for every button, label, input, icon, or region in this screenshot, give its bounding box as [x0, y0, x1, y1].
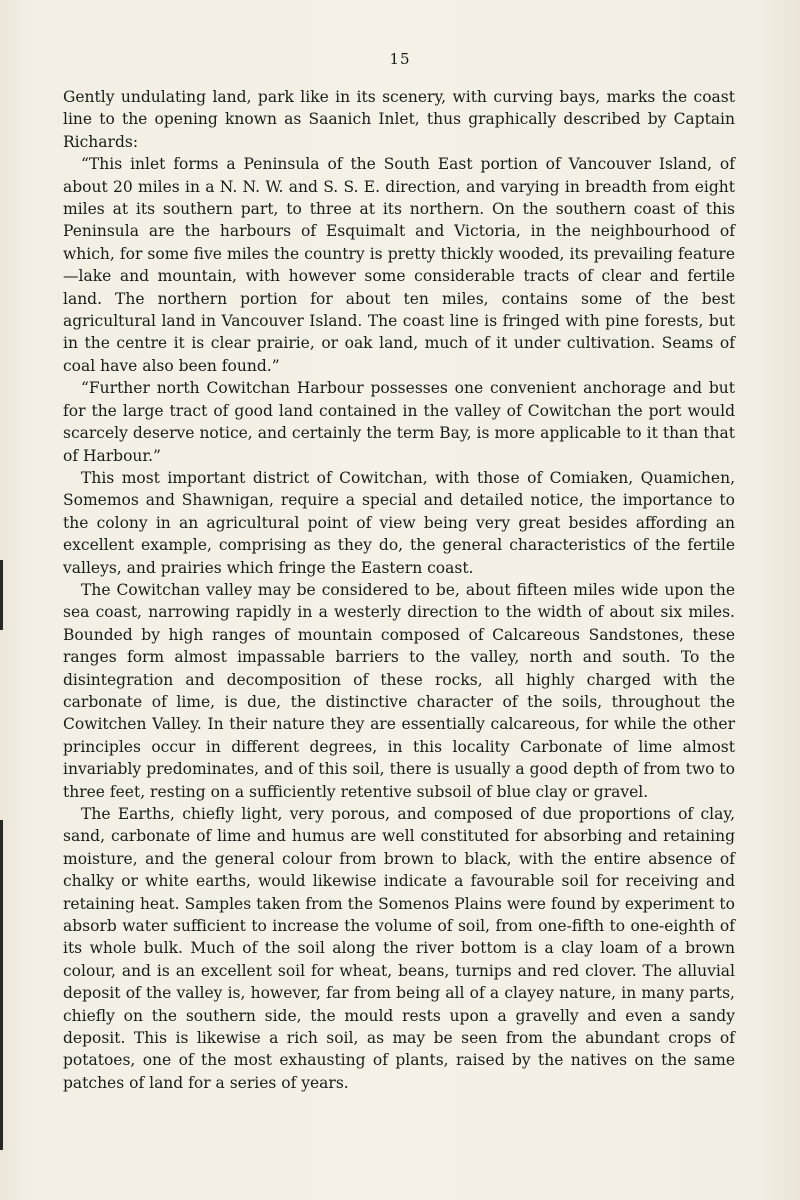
paragraph: Gently undulating land, park like in its scenery, with curving bays, marks the coast line to the opening known as Saanich Inlet, thus graphically described by Captain Richards:: [63, 88, 735, 151]
paragraph: This most important district of Cowitchan, with those of Comiaken, Quamichen, Somemos and Shawnigan, require a special and detailed notice, the importance to the colony in an agricultural point of view being very great besides affording an excellent example, comprising as they do, the general characteristics of the fertile valleys, and prairies which fringe the Eastern coast.: [63, 468, 735, 577]
paragraph: The Earths, chiefly light, very porous, and composed of due proportions of clay, sand, carbonate of lime and humus are well constituted for absorbing and retaining moisture, and the general colour from brown to black, with the entire absence of chalky or white earths, would likewise indicate a favourable soil for receiving and retaining heat. Samples taken from the Somenos Plains were found by experiment to absorb water sufficient to increase the volume of soil, from one-fifth to one-eighth of its whole bulk. Much of the soil along the river bottom is a clay loam of a brown colour, and is an excellent soil for wheat, beans, turnips and red clover. The alluvial deposit of the valley is, however, far from being all of a clayey nature, in many parts, chiefly on the southern side, the mould rests upon a gravelly and even a sandy deposit. This is likewise a rich soil, as may be seen from the abundant crops of potatoes, one of the most exhausting of plants, raised by the natives on the same patches of land for a series of years.: [63, 805, 735, 1092]
quoted-paragraph: “This inlet forms a Peninsula of the South East portion of Vancouver Island, of about 20 miles in a N. N. W. and S. S. E. direction, and varying in breadth from eight miles at its southern part, to three at its northern. On the southern coast of this Peninsula are the harbours of Esquimalt and Victoria, in the neighbourhood of which, for some five miles the country is pretty thickly wooded, its prevailing feature—lake and mountain, with however some considerable tracts of clear and fertile land. The northern portion for about ten miles, contains some of the best agricultural land in Vancouver Island. The coast line is fringed with pine forests, but in the centre it is clear prairie, or oak land, much of it under cultivation. Seams of coal have also been found.”: [63, 155, 735, 375]
binding-edge-mark: [0, 560, 3, 630]
paragraph: The Cowitchan valley may be considered to be, about fifteen miles wide upon the sea coast, narrowing rapidly in a westerly direction to the width of about six miles. Bounded by high ranges of mountain composed of Calcareous Sandstones, these ranges form almost impassable barriers to the valley, north and south. To the disintegration and decomposition of these rocks, all highly charged with the carbonate of lime, is due, the distinctive character of the soils, throughout the Cowitchen Valley. In their nature they are essentially calcareous, for while the other principles occur in different degrees, in this locality Carbonate of lime almost invariably predominates, and of this soil, there is usually a good depth of from two to three feet, resting on a sufficiently retentive subsoil of blue clay or gravel.: [63, 580, 735, 801]
binding-edge-mark: [0, 820, 3, 1150]
body-text: [63, 86, 735, 1094]
quoted-paragraph: “Further north Cowitchan Harbour possesses one convenient anchorage and but for the large tract of good land contained in the valley of Cowitchan the port would scarcely deserve notice, and certainly the term Bay, is more applicable to it than that of Harbour.”: [63, 379, 735, 465]
page-number: 15: [389, 50, 411, 68]
